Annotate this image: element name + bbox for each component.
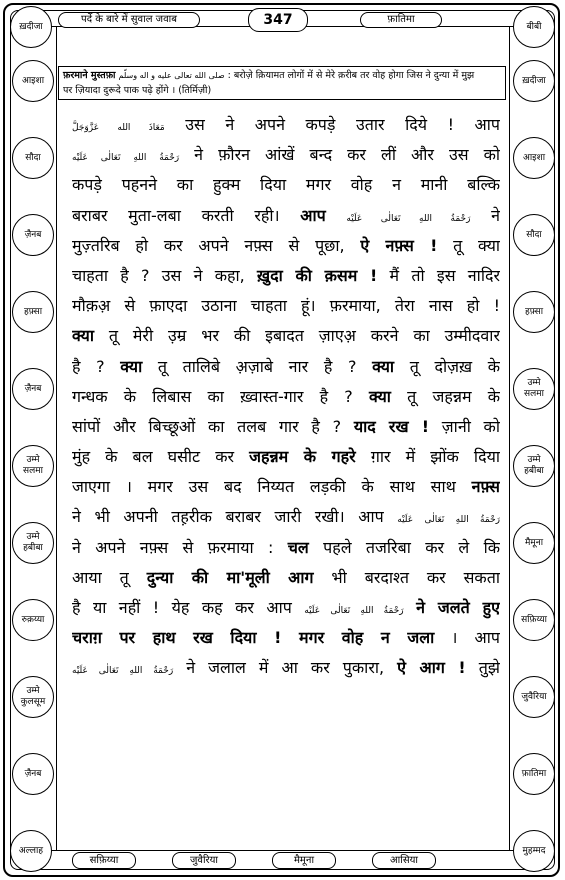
right-badge-label: उम्मे सलमा	[524, 378, 544, 399]
right-badge-4	[513, 291, 555, 333]
left-badge-1	[12, 60, 54, 102]
right-badge-9	[513, 676, 555, 718]
text-segment: ने भी अपनी तह़रीक बराबर जारी रखी। आप	[72, 507, 398, 527]
text-segment: ने	[470, 205, 500, 225]
text-segment: जाएगा । मगर उस बद निय्यत लड़की के साथ साथ	[72, 477, 472, 497]
text-segment: मुंह के बल घसीट कर	[72, 447, 250, 467]
emphasized-phrase: ऐ आग !	[397, 658, 466, 678]
emphasized-phrase: क्या	[368, 386, 391, 406]
text-segment: ने अपने नफ़्स से फ़रमाया :	[72, 537, 288, 557]
right-badge-label: सफ़िय्या	[521, 614, 547, 625]
text-segment: बराबर मुता-लबा करती रही।	[72, 205, 301, 225]
emphasized-phrase: जहन्नम के गहरे	[249, 447, 356, 467]
left-badge-2	[12, 137, 54, 179]
text-line	[72, 533, 500, 563]
banner-honorific: صلى الله تعالى عليه و اله وسلّم	[118, 71, 225, 80]
text-segment: तू जहन्नम के	[390, 386, 500, 406]
text-segment: चाहता है ? उस ने कहा,	[72, 265, 257, 285]
running-title: पर्दे के बारे में सुवाल जवाब	[58, 12, 200, 28]
right-badge-10	[513, 753, 555, 795]
banner-line-1	[63, 68, 501, 83]
text-line	[72, 502, 500, 532]
right-border-rule	[509, 26, 510, 850]
text-segment: गन्धक के लिबास का ख़्वास्त-गार है ?	[72, 386, 369, 406]
text-segment: मुज़्तरिब हो कर अपने नफ़्स से पूछा,	[72, 235, 361, 255]
footer-tab-3: मैमूना	[272, 852, 336, 869]
emphasized-phrase: ऐ नफ़्स !	[360, 235, 438, 255]
hadith-banner	[58, 66, 506, 100]
left-badge-label: ज़ैनब	[24, 383, 42, 394]
footer-tab-4: आसिया	[372, 852, 436, 869]
text-segment	[404, 598, 416, 617]
footer-rule	[12, 850, 553, 851]
text-line	[72, 653, 500, 683]
text-segment: पहले तजरिबा कर ले कि	[308, 537, 500, 557]
arabic-honorific: مَعَاذَ الله عَزَّوَجَلَّ	[72, 123, 165, 133]
text-line	[72, 412, 500, 442]
banner-lead: फ़रमाने मुस्तफ़ा	[63, 70, 116, 81]
banner-line-2: पर ज़ियादा दुरूदे पाक पढ़े होंगे । (तिर्मिज़ी)	[63, 85, 212, 96]
left-badge-7	[12, 522, 54, 564]
text-line	[72, 321, 500, 351]
left-badge-label: ज़ैनब	[24, 229, 42, 240]
left-badge-8	[12, 599, 54, 641]
right-badge-6	[513, 445, 555, 487]
text-segment: मौक़अ़ से फ़ाएदा उठाना चाहता हूं। फ़रमाया, तेरा नास हो !	[72, 296, 500, 316]
right-header-title: फ़ातिमा	[360, 12, 442, 28]
left-badge-label: सौदा	[25, 152, 41, 163]
text-segment: भी बरदाश्त कर सकता	[313, 567, 500, 587]
text-line	[72, 623, 500, 653]
page-body-text	[72, 110, 500, 684]
text-segment: आया तू	[72, 567, 147, 587]
text-segment: तू मेरी उ़म्र भर की इबादत ज़ाएअ़ करने का उम्मीदवार	[93, 326, 500, 346]
left-badge-3	[12, 214, 54, 256]
text-line	[72, 170, 500, 200]
text-segment	[326, 206, 347, 225]
text-segment: है ?	[72, 356, 121, 376]
arabic-honorific: رَحْمَةُ اللهِ تَعَالٰى عَلَيْه	[397, 515, 500, 526]
right-badge-label: उम्मे हबीबा	[524, 455, 544, 476]
right-badge-5	[513, 368, 555, 410]
corner-medallion-top-left: ख़दीजा	[10, 6, 52, 48]
text-line	[72, 442, 500, 472]
right-badge-label: आइशा	[522, 152, 546, 163]
right-badge-label: ख़दीजा	[522, 75, 546, 86]
left-badge-label: हफ़्सा	[23, 306, 43, 317]
left-badge-4	[12, 291, 54, 333]
arabic-honorific: رَحْمَةُ اللهِ تَعَالٰى عَلَيْه	[72, 666, 174, 677]
text-segment: ग़ार में झोंक दिया	[355, 447, 500, 467]
text-segment: उस ने अपने कपड़े उतार दिये ! आप	[164, 115, 500, 134]
banner-text-1: : बरोज़े क़ियामत लोगों में से मेरे क़रीब तर वोह होगा जिस ने दुन्या में मुझ	[227, 70, 475, 81]
page-number: 347	[248, 8, 308, 32]
left-badge-5	[12, 368, 54, 410]
text-line	[72, 231, 500, 261]
arabic-honorific: رَحْمَةُ اللهِ تَعَالٰى عَلَيْه	[72, 153, 180, 164]
text-segment: तू क्या	[437, 235, 500, 255]
left-badge-label: उम्मे कुलसूम	[20, 686, 46, 707]
right-badge-label: जुवैरिया	[521, 691, 547, 702]
text-segment: । आप	[434, 628, 500, 648]
left-border-rule	[56, 26, 57, 850]
text-segment: ने जलाल में आ कर पुकारा,	[173, 658, 398, 678]
corner-medallion-bottom-right: मुहम्मद	[513, 830, 555, 872]
right-badge-label: हफ़्सा	[524, 306, 544, 317]
text-segment: तू तालिबे अ़ज़ाबे नार है ?	[142, 356, 373, 376]
right-badge-label: सौदा	[526, 229, 542, 240]
text-segment: सांपों और बिच्छूओं का तलब गार है ?	[72, 416, 354, 436]
corner-medallion-bottom-left: अल्लाह	[10, 830, 52, 872]
right-badge-3	[513, 214, 555, 256]
text-segment: ज़ानी को	[429, 416, 500, 436]
text-segment: तू दोज़ख़ के	[394, 356, 500, 376]
emphasized-phrase: चराग़ पर हाथ रख दिया ! मगर वोह न जला	[72, 628, 435, 648]
right-badge-8	[513, 599, 555, 641]
arabic-honorific: رَحْمَةُ اللهِ تَعَالٰى عَلَيْه	[304, 606, 404, 616]
left-badge-6	[12, 445, 54, 487]
emphasized-phrase: चल	[287, 537, 309, 557]
right-badge-1	[513, 60, 555, 102]
left-badge-label: आइशा	[21, 75, 45, 86]
text-line	[72, 261, 500, 291]
footer-tab-2: जुवैरिया	[172, 852, 236, 869]
text-line	[72, 472, 500, 502]
right-badge-label: मैमूना	[524, 537, 544, 548]
emphasized-phrase: आप	[300, 205, 326, 225]
right-badge-2	[513, 137, 555, 179]
text-line	[72, 563, 500, 593]
text-line	[72, 352, 500, 382]
text-segment: है या नहीं ! येह कह कर आप	[72, 598, 305, 617]
left-badge-label: उम्मे सलमा	[23, 455, 43, 476]
left-badge-label: ज़ैनब	[24, 768, 42, 779]
text-line	[72, 291, 500, 321]
corner-medallion-top-right: बीबी	[513, 6, 555, 48]
text-line	[72, 201, 500, 231]
left-badge-label: रुक़य्या	[21, 614, 45, 625]
text-line	[72, 110, 500, 140]
text-line	[72, 140, 500, 170]
text-segment: तुझे	[465, 658, 500, 678]
emphasized-phrase: दुन्या की मा'मूली आग	[146, 567, 314, 587]
text-segment: कपड़े पहनने का हुक्म दिया मगर वोह न मानी बल्कि	[72, 175, 500, 195]
left-badge-label: उम्मे हबीबा	[23, 532, 43, 553]
emphasized-phrase: ख़ुदा की क़सम !	[257, 265, 378, 285]
right-badge-7	[513, 522, 555, 564]
text-segment: ने फ़ौरन आंखें बन्द कर लीं और उस को	[179, 145, 500, 165]
arabic-honorific: رَحْمَةُ اللهِ تَعَالٰى عَلَيْه	[346, 213, 471, 224]
text-line	[72, 593, 500, 623]
right-badge-label: फ़ातिमा	[521, 768, 547, 779]
left-badge-9	[12, 676, 54, 718]
emphasized-phrase: क्या	[372, 356, 395, 376]
emphasized-phrase: क्या	[72, 326, 94, 346]
emphasized-phrase: क्या	[120, 356, 143, 376]
text-segment: मैं तो इस नादिर	[377, 265, 500, 285]
left-badge-10	[12, 753, 54, 795]
footer-tab-1: सफ़िय्या	[72, 852, 136, 869]
emphasized-phrase: नफ़्स	[471, 477, 500, 497]
emphasized-phrase: ने जलते हुए	[416, 598, 500, 617]
emphasized-phrase: याद रख !	[353, 416, 430, 436]
text-line	[72, 382, 500, 412]
